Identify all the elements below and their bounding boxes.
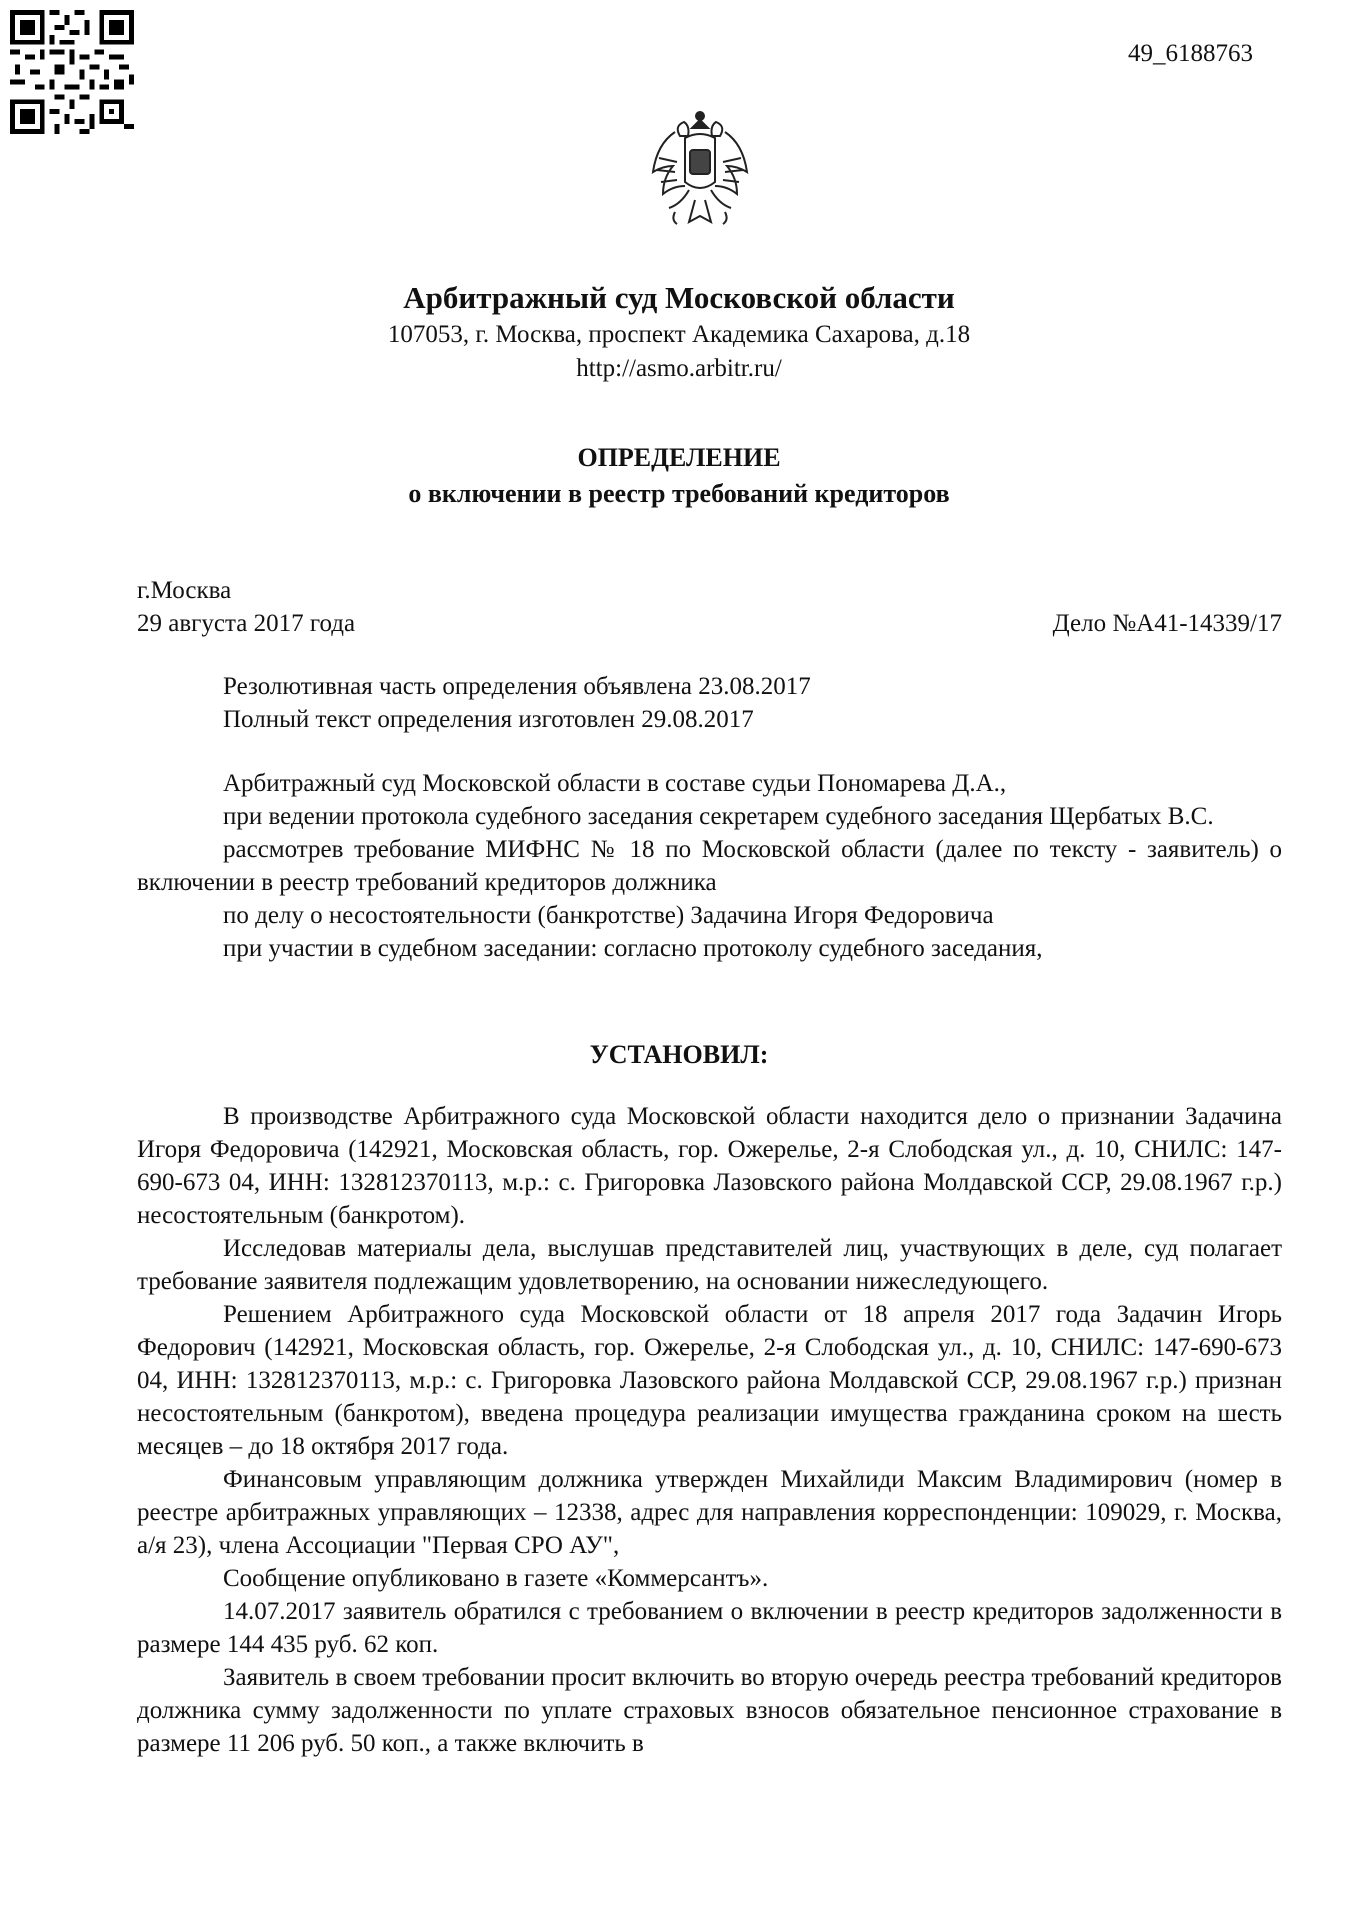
court-url: http://asmo.arbitr.ru/ xyxy=(576,355,782,382)
section-heading: УСТАНОВИЛ: xyxy=(589,1040,769,1069)
body-paragraph: Исследовав материалы дела, выслушав представителей лиц, участвующих в деле, суд полагает требование заявителя подлежащим удовлетворению, на основании нижеследующего. xyxy=(137,1235,1282,1295)
qr-code xyxy=(10,10,134,134)
intro-block xyxy=(137,767,1282,965)
dates-block xyxy=(137,670,1282,736)
court-address: 107053, г. Москва, проспект Академика Сахарова, д.18 xyxy=(387,321,971,348)
case-number: Дело №А41-14339/17 xyxy=(1052,610,1282,637)
document-number: 49_6188763 xyxy=(1128,40,1253,67)
coat-of-arms-emblem xyxy=(645,108,755,238)
intro-paragraph: рассмотрев требование МИФНС № 18 по Московской области (далее по тексту - заявитель) о включении в реестр требований кредиторов должника xyxy=(137,836,1282,896)
intro-paragraph: Арбитражный суд Московской области в составе судьи Пономарева Д.А., xyxy=(223,770,1007,797)
full-text-date-line: Полный текст определения изготовлен 29.08.2017 xyxy=(223,706,754,733)
document-title: ОПРЕДЕЛЕНИЕ xyxy=(577,443,781,472)
body-paragraph: Заявитель в своем требовании просит включить во вторую очередь реестра требований кредиторов должника сумму задолженности по уплате страховых взносов обязательное пенсионное страхование в размере 11 206 руб. 50 коп., а также включить в xyxy=(137,1664,1282,1757)
intro-paragraph: при ведении протокола судебного заседания секретарем судебного заседания Щербатых В.С. xyxy=(223,803,1214,830)
body-paragraph: Финансовым управляющим должника утвержден Михайлиди Максим Владимирович (номер в реестре арбитражных управляющих – 12338, адрес для направления корреспонденции: 109029, г. Москва, а/я 23), члена Ассоциации "Первая СРО АУ", xyxy=(137,1466,1282,1559)
body-paragraph: Сообщение опубликовано в газете «Коммерсантъ». xyxy=(223,1565,769,1592)
city: г.Москва xyxy=(137,577,232,604)
court-header xyxy=(0,278,1358,386)
intro-paragraph: по делу о несостоятельности (банкротстве) Задачина Игоря Федоровича xyxy=(223,902,994,929)
main-body xyxy=(137,1100,1282,1760)
document-subtitle: о включении в реестр требований кредиторов xyxy=(408,479,950,508)
body-paragraph: 14.07.2017 заявитель обратился с требованием о включении в реестр кредиторов задолженности в размере 144 435 руб. 62 коп. xyxy=(137,1598,1282,1658)
document-date: 29 августа 2017 года xyxy=(137,610,356,637)
body-paragraph: В производстве Арбитражного суда Московской области находится дело о признании Задачина Игоря Федоровича (142921, Московская область, гор. Ожерелье, 2-я Слободская ул., д. 10, СНИЛС: 147-690-673 04, ИНН: 132812370113, м.р.: с. Григоровка Лазовского района Молдавской ССР, 29.08.1967 г.р.) несостоятельным (банкротом). xyxy=(137,1103,1282,1229)
resolution-date-line: Резолютивная часть определения объявлена 23.08.2017 xyxy=(223,673,811,700)
body-paragraph: Решением Арбитражного суда Московской области от 18 апреля 2017 года Задачин Игорь Федорович (142921, Московская область, гор. Ожерелье, 2-я Слободская ул., д. 10, СНИЛС: 147-690-673 04, ИНН: 132812370113, м.р.: с. Григоровка Лазовского района Молдавской ССР, 29.08.1967 г.р.) признан несостоятельным (банкротом), введена процедура реализации имущества гражданина сроком на шесть месяцев – до 18 октября 2017 года. xyxy=(137,1301,1282,1460)
document-title-block xyxy=(0,440,1358,512)
court-name: Арбитражный суд Московской области xyxy=(403,280,955,315)
intro-paragraph: при участии в судебном заседании: согласно протоколу судебного заседания, xyxy=(223,935,1043,962)
